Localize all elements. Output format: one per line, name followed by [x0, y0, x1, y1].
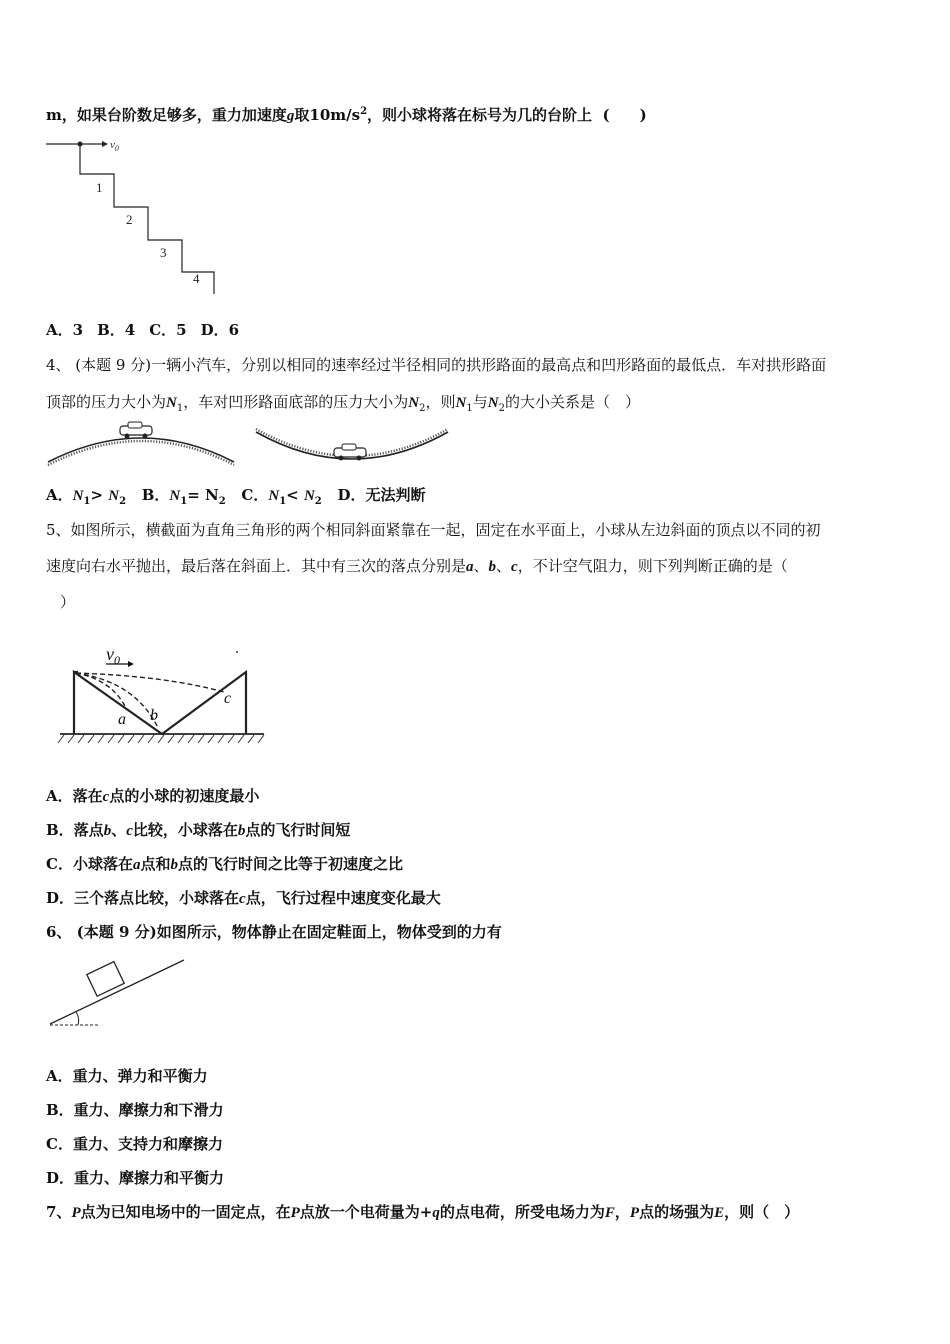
q4-question-line1: 4、 (本题 9 分)一辆小汽车，分别以相同的速率经过半径相同的拱形路面的最高点和凹形路面的最低点．车对拱形路面 [46, 356, 827, 374]
valley-road-figure [254, 428, 452, 468]
point-a-label: a [118, 711, 126, 728]
q5-question-line2: 速度向右水平抛出，最后落在斜面上．其中有三次的落点分别是a、b、c，不计空气阻力，则下列判断正确的是（ [46, 557, 788, 575]
q5-option-b[interactable]: B．落点b、c比较，小球落在b点的飞行时间短 [46, 821, 351, 839]
svg-text:v0: $v_0$ [110, 139, 119, 153]
step-label-2: 2 [126, 212, 133, 227]
q3-options [46, 320, 253, 340]
q3-option-d[interactable]: D．6 [200, 321, 240, 339]
q4-option-b[interactable]: B．$N_1= N_2$ [141, 486, 226, 507]
q3-option-a[interactable]: A．3 [46, 321, 84, 339]
q5-question-line3: ） [60, 593, 76, 611]
q5-option-c[interactable]: C．小球落在a点和b点的飞行时间之比等于初速度之比 [46, 855, 403, 873]
q4-option-d[interactable]: D．无法判断 [337, 486, 426, 504]
double-incline-figure [56, 640, 270, 748]
q3-question-tail: m，如果台阶数足够多，重力加速度g取$10m/s^2$，则小球将落在标号为几的台阶上 ( ) [46, 106, 647, 124]
arch-road-figure [44, 420, 240, 470]
q5-question-line1: 5、如图所示，横截面为直角三角形的两个相同斜面紧靠在一起，固定在水平面上，小球从左边斜面的顶点以不同的初 [46, 521, 821, 539]
q5-option-d[interactable]: D．三个落点比较，小球落在c点，飞行过程中速度变化最大 [46, 889, 441, 907]
q4-option-c[interactable]: C．$N_1< N_2$ [241, 486, 322, 507]
q4-question-line2: 顶部的压力大小为$N_1$，车对凹形路面底部的压力大小为$N_2$，则$N_1$与$N_2$的大小关系是（ ） [46, 393, 640, 414]
q3-option-b[interactable]: B．4 [97, 321, 136, 339]
q6-question-line1: 6、 (本题 9 分)如图所示，物体静止在固定鞋面上，物体受到的力有 [46, 923, 502, 941]
step-label-3: 3 [160, 245, 167, 260]
q5-option-a[interactable]: A．落在c点的小球的初速度最小 [46, 787, 260, 805]
step-label-1: 1 [96, 180, 103, 195]
q4-options [46, 485, 425, 512]
q3-option-c[interactable]: C．5 [149, 321, 187, 339]
q6-option-c[interactable]: C．重力、支持力和摩擦力 [46, 1135, 223, 1153]
staircase-figure [44, 132, 234, 298]
point-c-label: c [224, 690, 232, 707]
q6-option-d[interactable]: D．重力、摩擦力和平衡力 [46, 1169, 225, 1187]
step-label-4: 4 [193, 271, 200, 286]
q6-option-a[interactable]: A．重力、弹力和平衡力 [46, 1067, 208, 1085]
point-b-label: b [150, 707, 158, 724]
q7-question-line1: 7、P点为已知电场中的一固定点，在P点放一个电荷量为+q的点电荷，所受电场力为F，P点的场强为E，则（ ） [46, 1203, 800, 1221]
q4-option-a[interactable]: A．$N_1> N_2$ [46, 486, 127, 507]
incline-block-figure [46, 954, 192, 1030]
svg-text:v0: $v_0$ [106, 644, 120, 667]
q6-option-b[interactable]: B．重力、摩擦力和下滑力 [46, 1101, 224, 1119]
